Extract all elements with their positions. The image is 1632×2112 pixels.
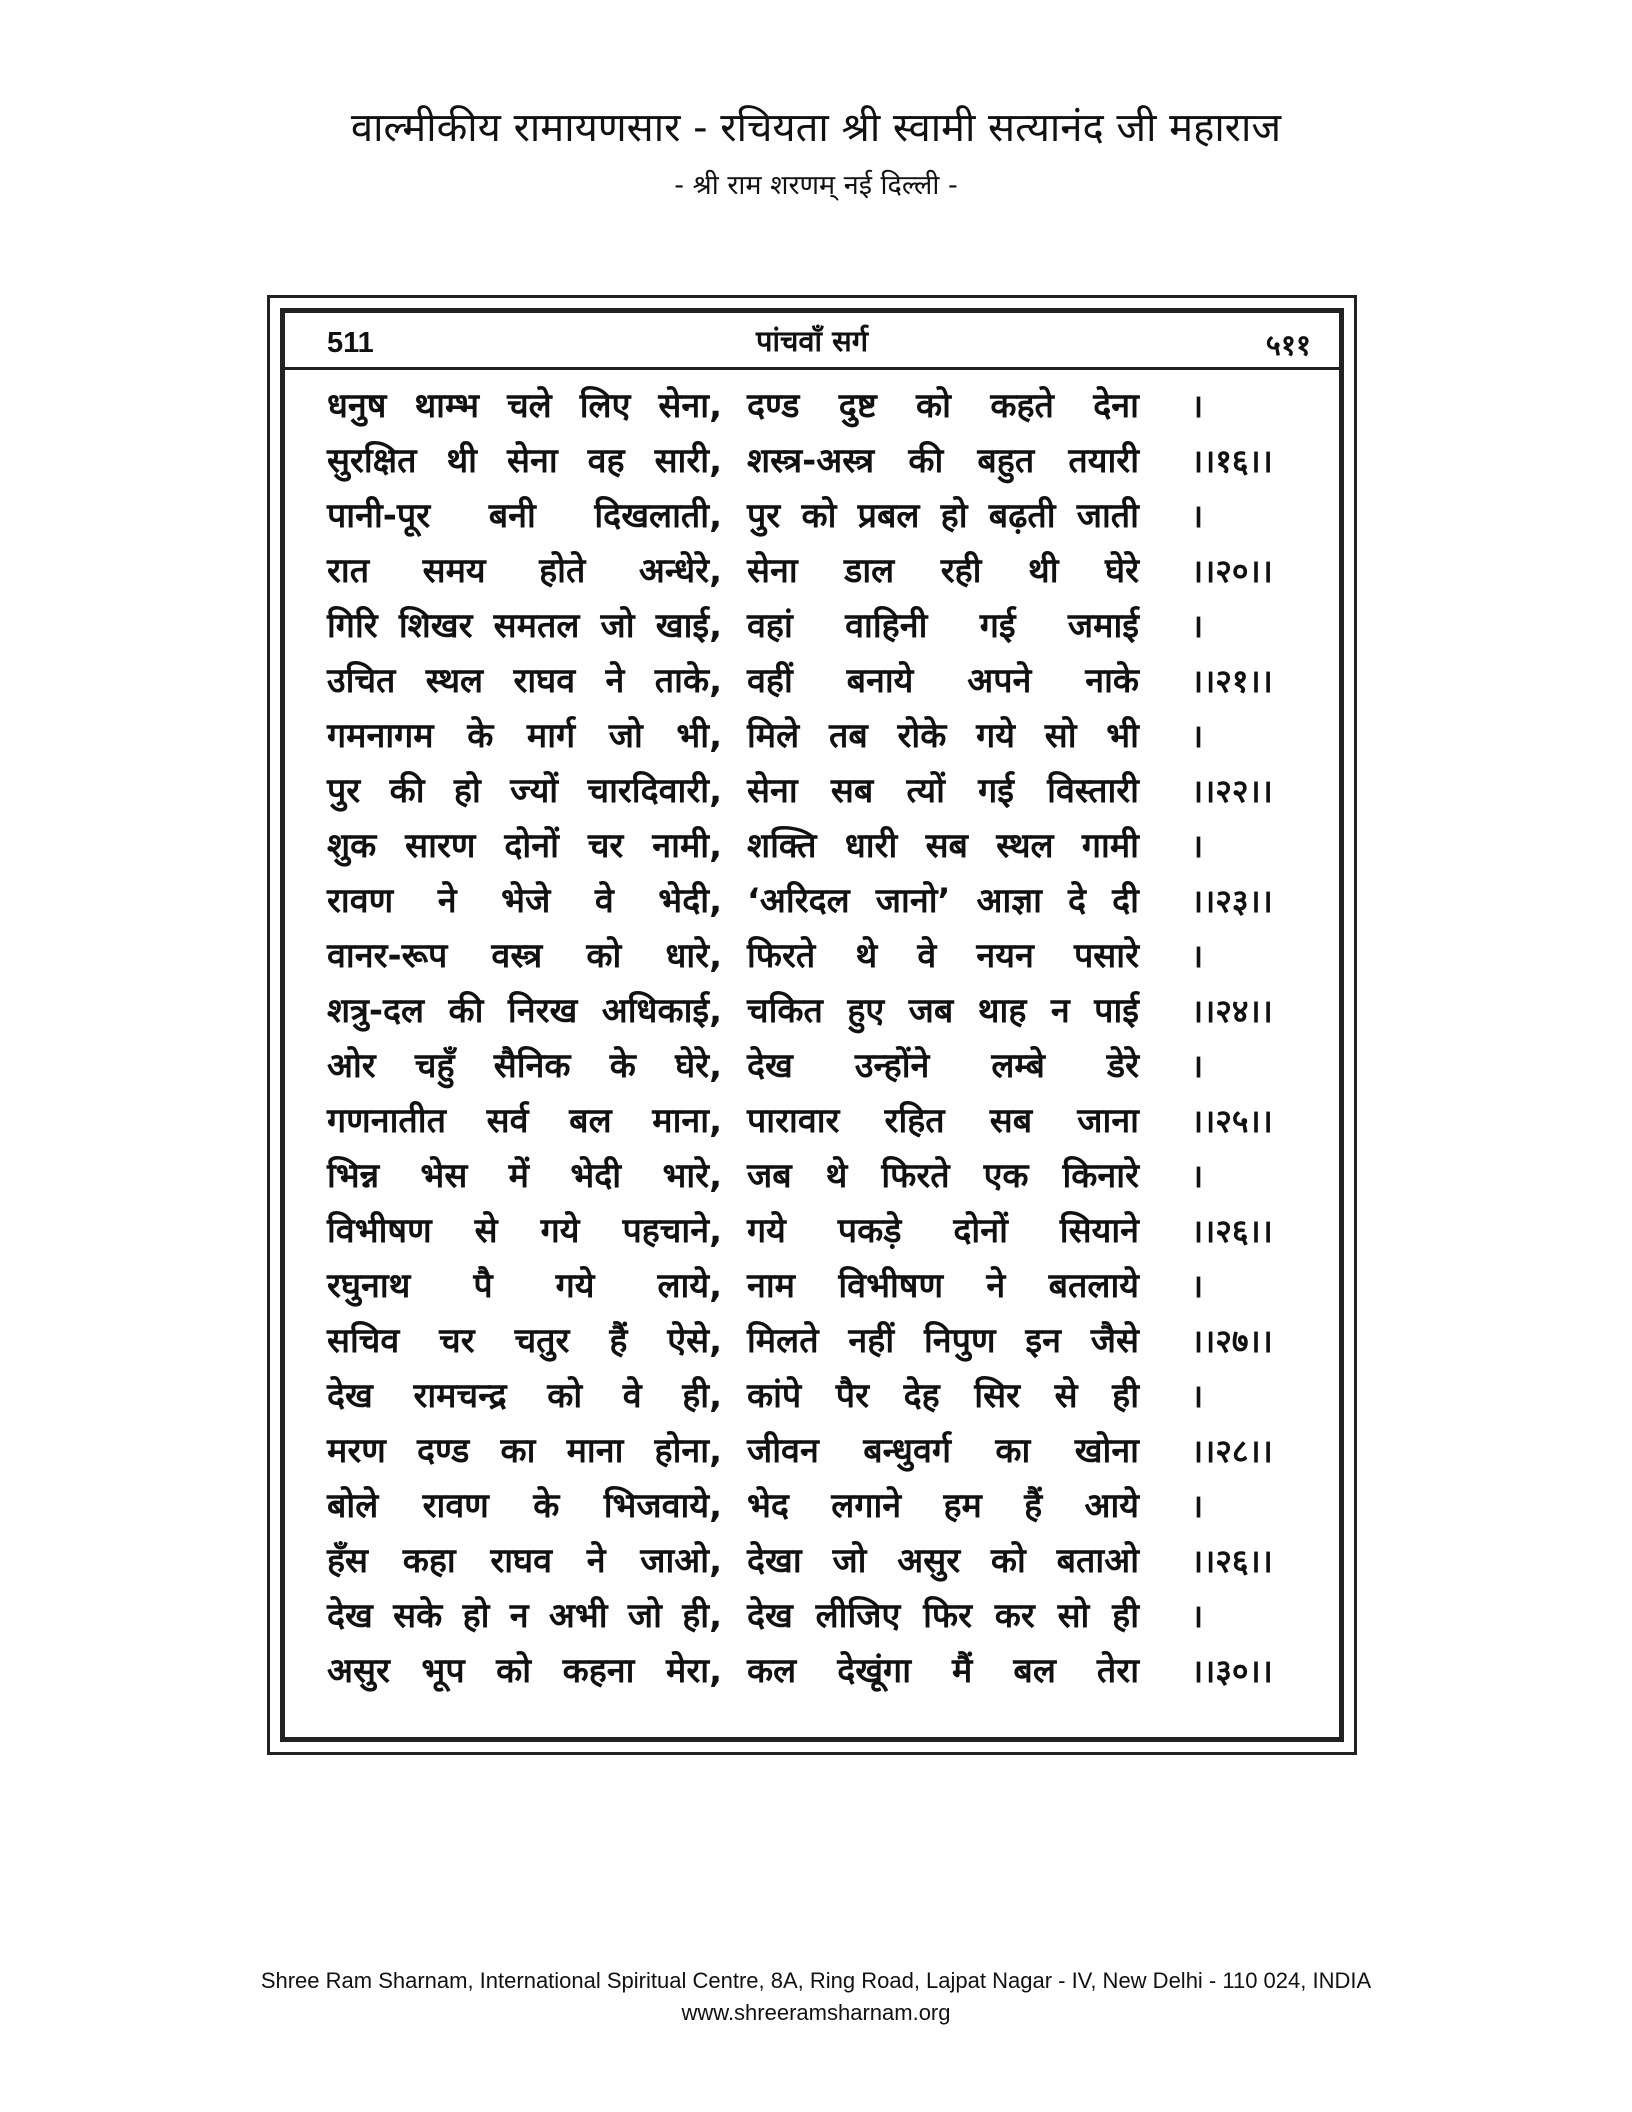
verse-first-half: बोले रावण के भिजवाये, [327, 1486, 722, 1526]
book-title: वाल्मीकीय रामायणसार - रचियता श्री स्वामी सत्यानंद जी महाराज [350, 105, 1282, 151]
verse-number: ।।२५।। [1191, 1102, 1273, 1140]
footer-website: www.shreeramsharnam.org [681, 2000, 951, 2025]
verse-number: । [1191, 1487, 1204, 1525]
verse-line [285, 1424, 1339, 1479]
verse-first-half: सचिव चर चतुर हैं ऐसे, [327, 1321, 722, 1361]
verse-second-half: ‘अरिदल जानो’ आज्ञा दे दी [747, 881, 1139, 921]
verse-line [285, 1479, 1339, 1534]
verse-first-half: गिरि शिखर समतल जो खाई, [327, 606, 722, 646]
verse-number: ।।१६।। [1191, 442, 1273, 480]
verse-second-half: शक्ति धारी सब स्थल गामी [747, 826, 1139, 866]
verse-number: ।।२६।। [1191, 1542, 1273, 1580]
verse-line [285, 1369, 1339, 1424]
verse-second-half: नाम विभीषण ने बतलाये [747, 1266, 1139, 1306]
verse-second-half: जीवन बन्धुवर्ग का खोना [747, 1431, 1139, 1471]
verse-first-half: देख सके हो न अभी जो ही, [327, 1596, 722, 1636]
verse-first-half: गणनातीत सर्व बल माना, [327, 1101, 722, 1141]
verse-second-half: कांपे पैर देह सिर से ही [747, 1376, 1139, 1416]
verse-number: ।।२७।। [1191, 1322, 1273, 1360]
verse-first-half: हँस कहा राघव ने जाओ, [327, 1541, 722, 1581]
verse-line [285, 1039, 1339, 1094]
verse-number: ।।३०।। [1191, 1652, 1273, 1690]
verse-number: ।।२८।। [1191, 1432, 1273, 1470]
verse-second-half: वहीं बनाये अपने नाके [747, 661, 1139, 701]
verse-second-half: देख लीजिए फिर कर सो ही [747, 1596, 1139, 1636]
verse-first-half: मरण दण्ड का माना होना, [327, 1431, 722, 1471]
verse-first-half: सुरक्षित थी सेना वह सारी, [327, 441, 722, 481]
verse-second-half: पारावार रहित सब जाना [747, 1101, 1139, 1141]
verse-first-half: पानी-पूर बनी दिखलाती, [327, 496, 722, 536]
verse-first-half: रघुनाथ पै गये लाये, [327, 1266, 722, 1306]
verse-first-half: ओर चहुँ सैनिक के घेरे, [327, 1046, 722, 1086]
verse-line [285, 599, 1339, 654]
verse-number: । [1191, 937, 1204, 975]
verse-line [285, 764, 1339, 819]
verse-line [285, 1314, 1339, 1369]
verse-number: । [1191, 1377, 1204, 1415]
verse-line [285, 1534, 1339, 1589]
verse-second-half: कल देखूंगा मैं बल तेरा [747, 1651, 1139, 1691]
verse-first-half: शत्रु-दल की निरख अधिकाई, [327, 991, 722, 1031]
verse-first-half: विभीषण से गये पहचाने, [327, 1211, 722, 1251]
verse-number: । [1191, 1157, 1204, 1195]
verse-first-half: रावण ने भेजे वे भेदी, [327, 881, 722, 921]
verse-line [285, 984, 1339, 1039]
verse-number: । [1191, 1267, 1204, 1305]
verse-second-half: पुर को प्रबल हो बढ़ती जाती [747, 496, 1139, 536]
verse-first-half: उचित स्थल राघव ने ताके, [327, 661, 722, 701]
verse-number: । [1191, 717, 1204, 755]
verse-line [285, 544, 1339, 599]
verse-second-half: गये पकड़े दोनों सियाने [747, 1211, 1139, 1251]
page-frame-outer [267, 295, 1357, 1755]
verse-second-half: देख उन्होंने लम्बे डेरे [747, 1046, 1139, 1086]
verse-line [285, 874, 1339, 929]
verse-first-half: गमनागम के मार्ग जो भी, [327, 716, 722, 756]
verse-number: । [1191, 497, 1204, 535]
verse-first-half: पुर की हो ज्यों चारदिवारी, [327, 771, 722, 811]
verse-second-half: चकित हुए जब थाह न पाई [747, 991, 1139, 1031]
verse-first-half: असुर भूप को कहना मेरा, [327, 1651, 722, 1691]
verse-line [285, 1149, 1339, 1204]
verse-number: । [1191, 607, 1204, 645]
verse-line [285, 1204, 1339, 1259]
document-footer [0, 1965, 1632, 2029]
verse-number: ।।२०।। [1191, 552, 1273, 590]
verse-line [285, 434, 1339, 489]
verse-second-half: वहां वाहिनी गई जमाई [747, 606, 1139, 646]
verse-second-half: सेना सब त्यों गई विस्तारी [747, 771, 1139, 811]
verse-number: । [1191, 387, 1204, 425]
verse-second-half: मिलते नहीं निपुण इन जैसे [747, 1321, 1139, 1361]
verse-second-half: दण्ड दुष्ट को कहते देना [747, 386, 1139, 426]
verse-number: । [1191, 827, 1204, 865]
verse-number: । [1191, 1047, 1204, 1085]
verse-first-half: धनुष थाम्भ चले लिए सेना, [327, 386, 722, 426]
verse-first-half: देख रामचन्द्र को वे ही, [327, 1376, 722, 1416]
verse-line [285, 489, 1339, 544]
page-heading-bar [285, 313, 1339, 370]
verse-second-half: मिले तब रोके गये सो भी [747, 716, 1139, 756]
verse-first-half: वानर-रूप वस्त्र को धारे, [327, 936, 722, 976]
verse-first-half: शुक सारण दोनों चर नामी, [327, 826, 722, 866]
verse-line [285, 1589, 1339, 1644]
verse-number: । [1191, 1597, 1204, 1635]
verse-second-half: फिरते थे वे नयन पसारे [747, 936, 1139, 976]
verse-first-half: भिन्न भेस में भेदी भारे, [327, 1156, 722, 1196]
page-number-arabic: 511 [327, 327, 374, 359]
verse-first-half: रात समय होते अन्धेरे, [327, 551, 722, 591]
verse-line [285, 1259, 1339, 1314]
verse-second-half: भेद लगाने हम हैं आये [747, 1486, 1139, 1526]
verse-second-half: देखा जो असुर को बताओ [747, 1541, 1139, 1581]
verse-line [285, 379, 1339, 434]
section-title: पांचवाँ सर्ग [755, 324, 869, 358]
verse-number: ।।२४।। [1191, 992, 1273, 1030]
publisher-subtitle: - श्री राम शरणम् नई दिल्ली - [674, 170, 958, 201]
verse-number: ।।२१।। [1191, 662, 1273, 700]
page-frame-inner [280, 308, 1344, 1742]
verse-number: ।।२३।। [1191, 882, 1273, 920]
verse-line [285, 929, 1339, 984]
verse-second-half: शस्त्र-अस्त्र की बहुत तयारी [747, 441, 1139, 481]
document-header [0, 100, 1632, 206]
verse-line [285, 819, 1339, 874]
verse-line [285, 654, 1339, 709]
verse-second-half: सेना डाल रही थी घेरे [747, 551, 1139, 591]
verse-line [285, 709, 1339, 764]
footer-address: Shree Ram Sharnam, International Spiritual Centre, 8A, Ring Road, Lajpat Nagar - IV, New Delhi - 110 024, INDIA [260, 1968, 1372, 1993]
verse-number: ।।२२।। [1191, 772, 1273, 810]
verse-second-half: जब थे फिरते एक किनारे [747, 1156, 1139, 1196]
verse-line [285, 1094, 1339, 1149]
verse-number: ।।२६।। [1191, 1212, 1273, 1250]
verse-line [285, 1644, 1339, 1699]
page-number-devanagari: ५११ [1265, 328, 1311, 362]
